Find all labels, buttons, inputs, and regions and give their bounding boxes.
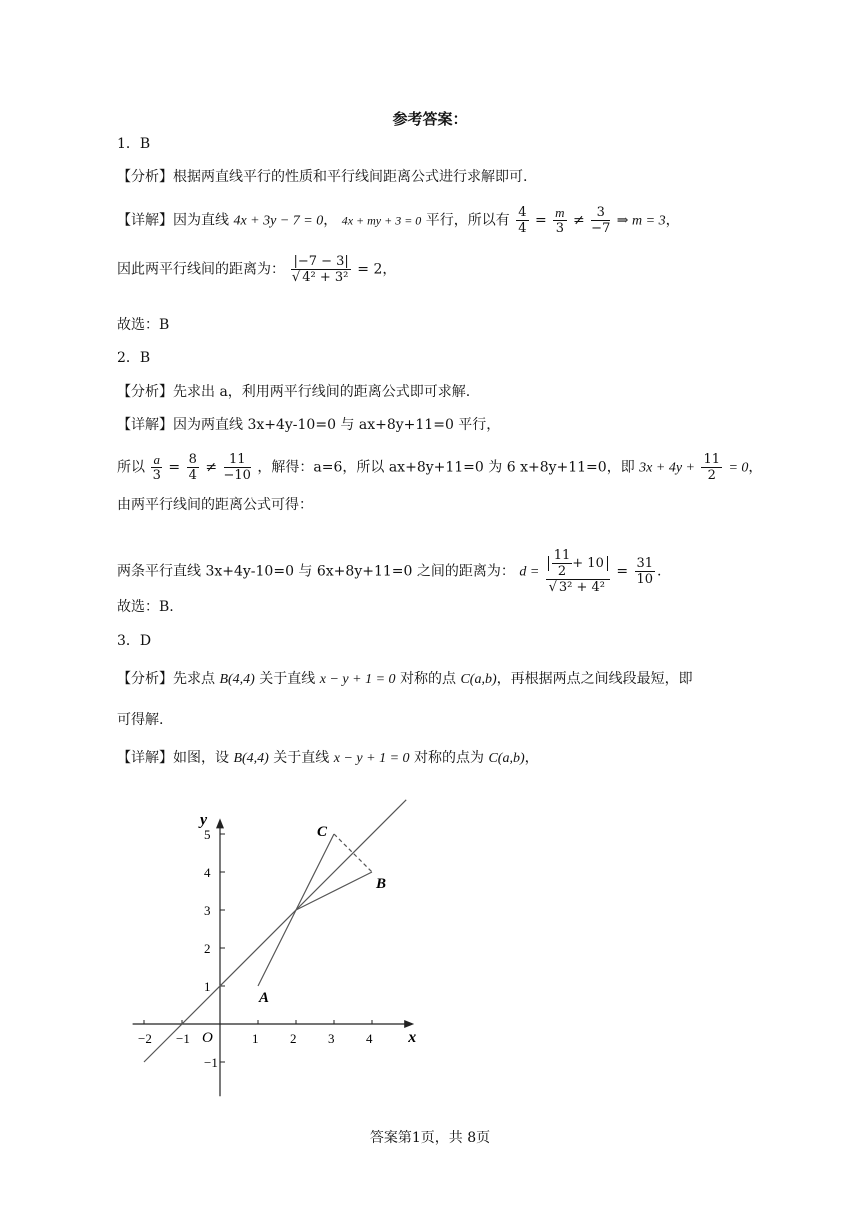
fraction: $\frac{4}{4}$	[518, 205, 527, 236]
y-tick-label: 3	[204, 903, 211, 918]
segment-PB	[296, 872, 372, 910]
q3-number: 3．D	[117, 633, 152, 649]
distance-fraction: $\frac{|-7 - 3|}{\text{√ 4² + 3²}}$	[291, 254, 349, 285]
distance-fraction: $\frac{11}{2}$ + 10 √ 3² + 4²	[546, 548, 610, 595]
y-tick-label: 2	[204, 941, 211, 956]
x-tick-label: 4	[366, 1031, 373, 1046]
x-axis-arrow	[404, 1020, 414, 1028]
q2-number: 2．B	[117, 350, 151, 366]
point-A-label: A	[259, 990, 270, 1006]
y-tick-label: −1	[204, 1055, 218, 1070]
point-B-label: B	[376, 876, 387, 892]
x-tick-label: 1	[252, 1031, 259, 1046]
x-tick-label: 2	[290, 1031, 297, 1046]
q3-analysis: 【分析】先求点 B(4,4) 关于直线 x − y + 1 = 0 对称的点 C(a,b)，再根据两点之间线段最短，即	[117, 671, 693, 687]
q1-distance: 因此两平行线间的距离为： $\frac{|-7 - 3|}{\text{√ 4² + 3²}}$ = 2，	[117, 254, 397, 285]
q2-choice: 故选：B.	[117, 599, 174, 615]
fraction: $\frac{3}{-7}$	[591, 205, 611, 236]
x-tick-label: 3	[328, 1031, 335, 1046]
q2-distance: 两条平行直线 3x+4y-10=0 与 6x+8y+11=0 之间的距离为： d = $\frac{11}{2}$ + 10 √ 3² + 4² = $\frac{31}{10}$ .	[117, 548, 662, 595]
x-tick-label: −1	[176, 1031, 190, 1046]
origin-label: O	[202, 1030, 213, 1046]
q1-detail: 【详解】因为直线 4x + 3y − 7 = 0， 4x + my + 3 = 0 平行，所以有 $\frac{4}{4}$ = $\frac{m}{3}$ ≠ $\frac{3}{-7}$ ⇒ m = 3，	[117, 205, 680, 236]
symmetry-line	[144, 800, 406, 1062]
q1-choice: 故选：B	[117, 317, 170, 333]
q2-solve: 所以 $\frac{a}{3}$ = $\frac{8}{4}$ ≠ $\frac{11}{-10}$ ，解得：a=6，所以 ax+8y+11=0 为 6 x+8y+11=0，即 3x + 4y + $\frac{11}{2}$ = 0，	[117, 452, 763, 483]
y-tick-label: 4	[204, 865, 211, 880]
page-footer: 答案第1页，共 8页	[369, 1130, 491, 1146]
point-C-label: C	[317, 824, 328, 840]
q3-detail: 【详解】如图，设 B(4,4) 关于直线 x − y + 1 = 0 对称的点为 C(a,b)，	[117, 750, 539, 766]
q2-detail: 【详解】因为两直线 3x+4y-10=0 与 ax+8y+11=0 平行，	[117, 417, 501, 433]
y-tick-label: 5	[204, 827, 211, 842]
y-axis-label: y	[200, 811, 208, 829]
q2-formula-text: 由两平行线间的距离公式可得：	[117, 497, 313, 513]
x-tick-label: −2	[138, 1031, 152, 1046]
q3-analysis-cont: 可得解.	[117, 712, 164, 728]
q1-number: 1．B	[117, 136, 151, 152]
y-tick-label: 1	[204, 979, 211, 994]
x-axis-label: x	[408, 1029, 417, 1046]
page-title: 参考答案：	[392, 110, 468, 128]
q2-analysis: 【分析】先求出 a，利用两平行线间的距离公式即可求解.	[117, 384, 471, 400]
y-axis-arrow	[216, 818, 224, 828]
fraction: $\frac{m}{3}$	[555, 205, 565, 236]
q1-analysis: 【分析】根据两直线平行的性质和平行线间距离公式进行求解即可.	[117, 169, 528, 185]
